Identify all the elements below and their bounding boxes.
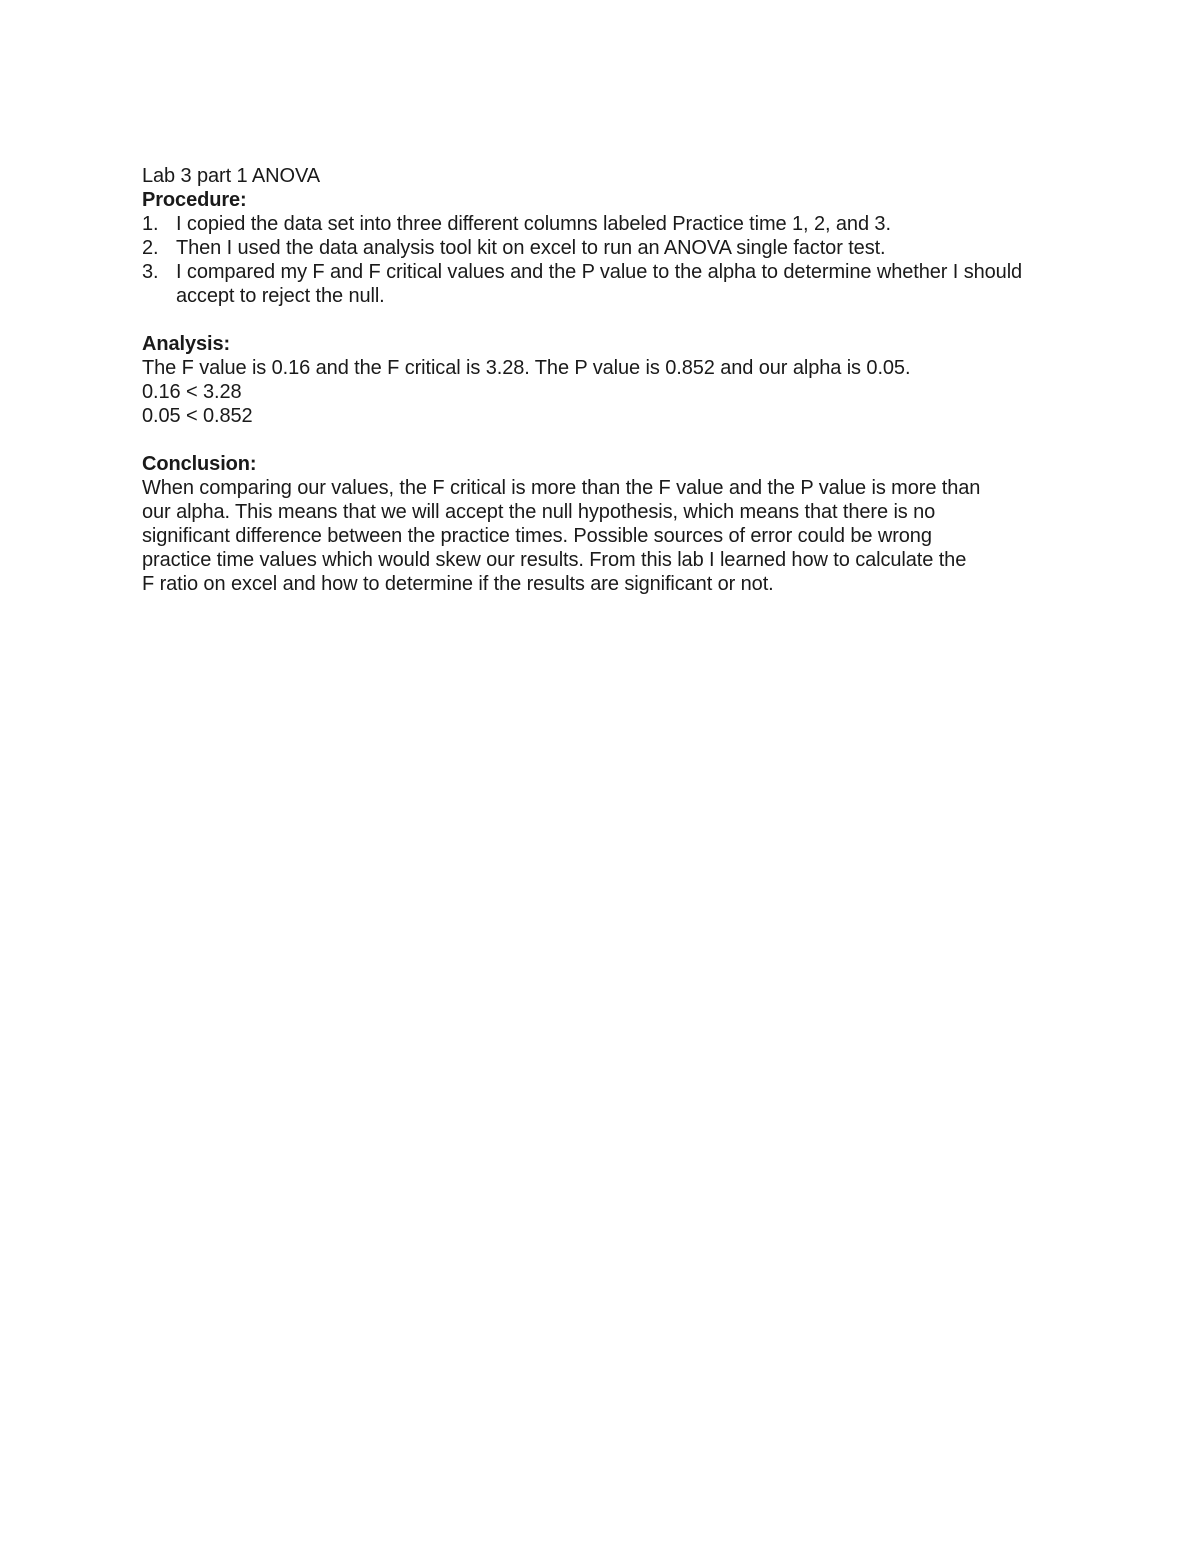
analysis-heading: Analysis: bbox=[142, 333, 231, 355]
step-text: I compared my F and F critical values and the P value to the alpha to determine whether I should accept to reject the null. bbox=[176, 261, 1023, 307]
procedure-step bbox=[142, 212, 1072, 236]
section-gap bbox=[142, 308, 1072, 332]
procedure-step bbox=[142, 260, 1076, 308]
procedure-heading: Procedure: bbox=[142, 189, 247, 211]
step-text: Then I used the data analysis tool kit on excel to run an ANOVA single factor test. bbox=[176, 237, 886, 259]
step-text: I copied the data set into three different columns labeled Practice time 1, 2, and 3. bbox=[176, 213, 891, 235]
conclusion-line: our alpha. This means that we will accept the null hypothesis, which means that there is no bbox=[142, 501, 936, 523]
conclusion-line: practice time values which would skew our results. From this lab I learned how to calculate the bbox=[142, 549, 967, 571]
step-number: 3. bbox=[142, 261, 159, 283]
analysis-line: 0.16 < 3.28 bbox=[142, 381, 242, 403]
procedure-steps bbox=[142, 212, 1072, 308]
document-title: Lab 3 part 1 ANOVA bbox=[142, 165, 320, 187]
conclusion-line: F ratio on excel and how to determine if the results are significant or not. bbox=[142, 573, 774, 595]
analysis-line: The F value is 0.16 and the F critical is 3.28. The P value is 0.852 and our alpha is 0.05. bbox=[142, 357, 911, 379]
procedure-step bbox=[142, 236, 1072, 260]
document-body bbox=[142, 164, 1072, 596]
conclusion-line: When comparing our values, the F critical is more than the F value and the P value is more than bbox=[142, 477, 981, 499]
step-number: 2. bbox=[142, 237, 159, 259]
section-gap bbox=[142, 428, 1072, 452]
conclusion-line: significant difference between the practice times. Possible sources of error could be wrong bbox=[142, 525, 932, 547]
step-number: 1. bbox=[142, 213, 159, 235]
analysis-line: 0.05 < 0.852 bbox=[142, 405, 253, 427]
conclusion-heading: Conclusion: bbox=[142, 453, 257, 475]
